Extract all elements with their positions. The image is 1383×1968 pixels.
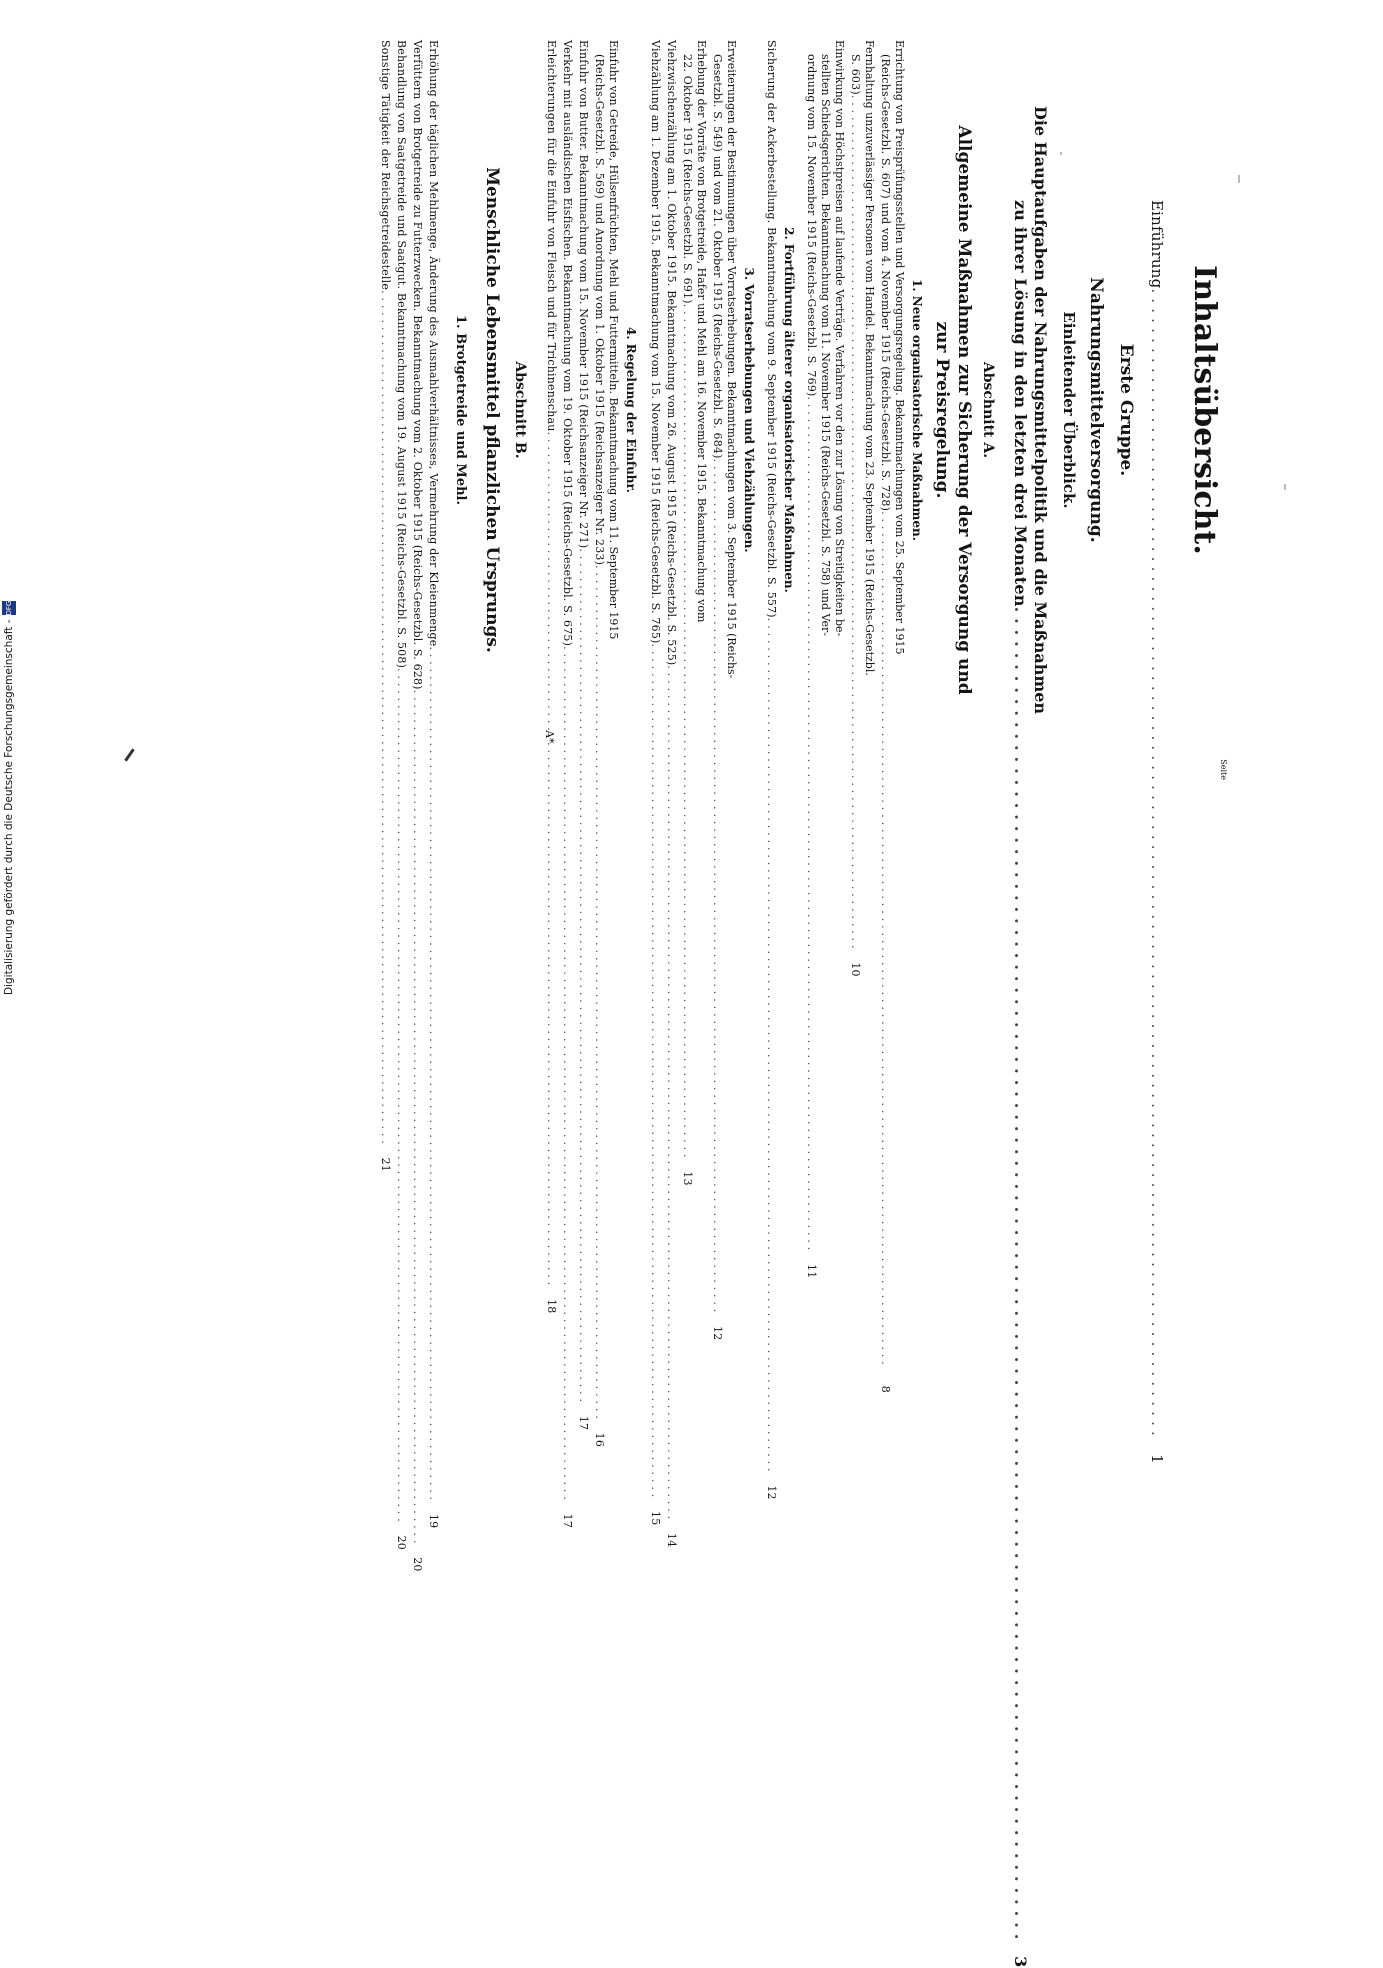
- sec-b1-entry2: Verfüttern von Brotgetreide zu Futterzwecken. Bekanntmachung vom 2. Oktober 1915 (Reichs-Gesetzbl. S. 628) . . . 20: [410, 40, 424, 780]
- sec1-entry3-line1: Einwirkung von Höchstpreisen auf laufende Verträge. Verfahren vor den zur Lösung von Streitigkeiten be-: [833, 40, 846, 637]
- sec3-entry1-line1: Erweiterungen der Bestimmungen über Vorratserhebungen. Bekanntmachungen vom 3. September 1915 (Reichs-: [725, 40, 738, 679]
- main-tasks-line1: Die Hauptaufgaben der Nahrungsmittelpolitik und die Maßnahmen: [1031, 105, 1050, 715]
- sec3-entry1: Gesetzbl. S. 549) und vom 21. Oktober 1915 (Reichs-Gesetzbl. S. 684) . . . 12: [710, 40, 724, 780]
- toc-entry-hauptaufgaben: zu ihrer Lösung in den letzten drei Monaten . . . 3: [1010, 40, 1030, 780]
- sec4-entry3: Verkehr mit ausländischen Eisfischen. Bekanntmachung vom 19. Oktober 1915 (Reichs-Gesetzbl. S. 675) . . . 17: [560, 40, 574, 780]
- sec-b1-entry3: Behandlung von Saatgetreide und Saatgut. Bekanntmachung vom 19. August 1915 (Reichs-Gesetzbl. S. 508) . . . 20: [394, 40, 408, 780]
- sec-b1-entry1: Erhöhung der täglichen Mehlmenge, Änderung des Ausmahlverhältnisses, Vermehrung der Kleienmenge . . . 19: [426, 40, 440, 780]
- group-title: Erste Gruppe.: [1116, 343, 1136, 477]
- sec1-entry1: (Reichs-Gesetzbl. S. 607) und vom 4. November 1915 (Reichs-Gesetzbl. S. 728) . . . 8: [878, 40, 892, 780]
- sec3-heading: 3. Vorratserhebungen und Viehzählungen.: [742, 267, 756, 553]
- section-b-heading: Abschnitt B.: [512, 361, 528, 459]
- page-title: Inhaltsübersicht.: [1187, 265, 1222, 555]
- sec4-entry4: Erleichterungen für die Einfuhr von Fleisch und für Trichinenschau . . . 18: [544, 40, 558, 780]
- signature-mark: A*: [543, 730, 556, 744]
- sec1-entry2-line1: Fernhaltung unzuverlässiger Personen vom Handel. Bekanntmachung vom 23. September 1915 (Reichs-Gesetzbl.: [863, 40, 876, 676]
- sec3-entry2-line1: Erhebung der Vorräte von Brotgetreide, Hafer und Mehl am 16. November 1915. Bekanntmachung vom: [695, 40, 708, 623]
- toc-content: [168, 40, 1228, 1968]
- sec-b1-entry4: Sonstige Tätigkeit der Reichsgetreidestelle . . . 21: [378, 40, 392, 780]
- sec4-entry2: Einfuhr von Butter. Bekanntmachung vom 15. November 1915 (Reichsanzeiger Nr. 271) . . . 17: [576, 40, 590, 780]
- sec3-entry4: Viehzählung am 1. Dezember 1915. Bekanntmachung vom 15. November 1915 (Reichs-Gesetzbl. S. 765) . . . 15: [648, 40, 662, 780]
- scan-speck: [1238, 175, 1240, 183]
- sec1-entry1-line1: Errichtung von Preisprüfungsstellen und Versorgungsregelung. Bekanntmachungen vom 25. September 1915: [893, 40, 906, 655]
- toc-entry-einfuehrung: Einführung . . . 1: [1148, 40, 1166, 780]
- section-a-heading: Abschnitt A.: [980, 361, 996, 459]
- sec1-entry3-line2: stellten Schiedsgerichten. Bekanntmachung vom 11. November 1915 (Reichs-Gesetzbl. S. 758) und Ver-: [819, 54, 832, 636]
- general-measures-line2: zur Preisregelung.: [932, 321, 952, 499]
- sec3-entry2: 22. Oktober 1915 (Reichs-Gesetzbl. S. 691) . . . 13: [680, 40, 694, 780]
- sec1-entry2: S. 603) . . . 10: [848, 40, 862, 780]
- intro-overview-heading: Einleitender Überblick.: [1060, 311, 1078, 509]
- sec4-heading: 4. Regelung der Einfuhr.: [624, 327, 638, 493]
- digitization-credit: Digitalisierung gefördert durch die Deutsche Forschungsgemeinschaft -DFG: [3, 600, 15, 995]
- dfg-logo-icon: DFG: [2, 601, 16, 615]
- scan-speck: [1284, 484, 1286, 490]
- pen-mark: [124, 748, 134, 761]
- group-subtitle: Nahrungsmittelversorgung.: [1086, 277, 1106, 543]
- sec2-heading: 2. Fortführung älterer organisatorischer Maßnahmen.: [782, 227, 796, 593]
- sec3-entry3: Viehzwischenzählung am 1. Oktober 1915. Bekanntmachung vom 26. August 1915 (Reichs-Gesetzbl. S. 525) . . . 14: [664, 40, 678, 780]
- sec1-entry3: ordnung vom 15. November 1915 (Reichs-Gesetzbl. S. 769) . . . 11: [804, 40, 818, 780]
- sec4-entry1-line1: Einfuhr von Getreide, Hülsenfrüchten, Mehl und Futtermitteln. Bekanntmachung vom 11. September 1915: [607, 40, 620, 640]
- sec4-entry1: (Reichs-Gesetzbl. S. 569) und Anordnung vom 1. Oktober 1915 (Reichsanzeiger Nr. 233) . . . 16: [592, 40, 606, 780]
- human-food-plant-origin-heading: Menschliche Lebensmittel pflanzlichen Ursprungs.: [482, 167, 502, 653]
- scan-speck: [1060, 152, 1062, 155]
- seite-label: Seite: [1219, 759, 1228, 780]
- sec1-heading: 1. Neue organisatorische Maßnahmen.: [910, 279, 924, 541]
- general-measures-line1: Allgemeine Maßnahmen zur Sicherung der Versorgung und: [954, 125, 974, 695]
- sec-b1-heading: 1. Brotgetreide und Mehl.: [453, 314, 468, 506]
- sec2-entry1: Sicherung der Ackerbestellung. Bekanntmachung vom 9. September 1915 (Reichs-Gesetzbl. S. 557) . . . 12: [764, 40, 778, 780]
